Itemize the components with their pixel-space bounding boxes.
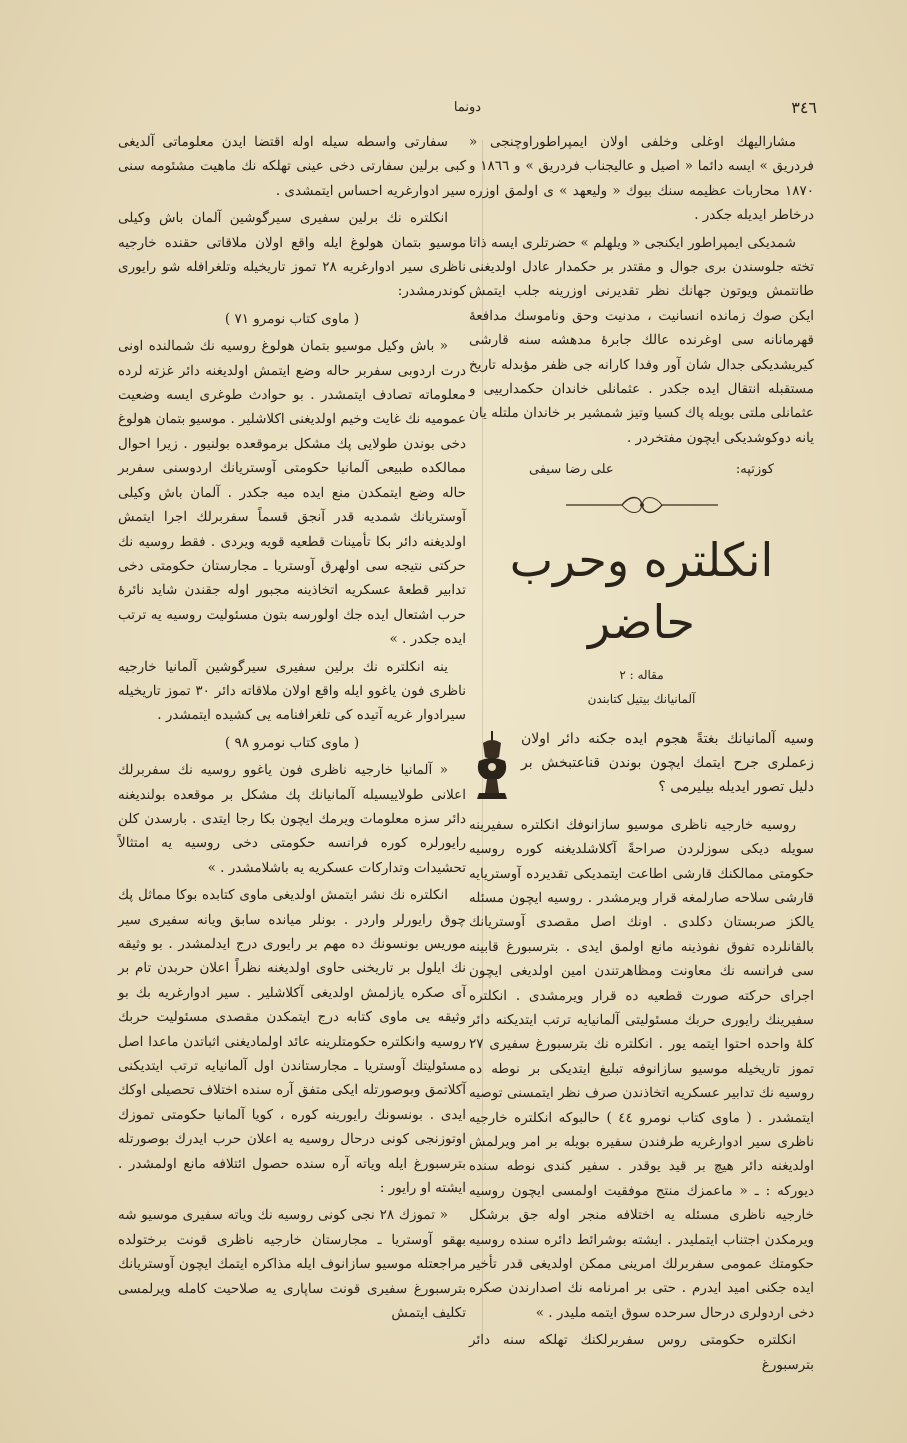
signature <box>529 458 774 482</box>
paragraph: شمديكى ايمپراطور ايكنجى « ويلهلم » حضرتلرى ايسه ذاتا تخته جلوسندن برى جوال و مقتدر بر حكمدار عادل اولديغنى طانتمش ويوتون جهانك نظر تقديرنى اوزرينه جلب ايتمش ايكن صوك زمانده انسانيت ، مدنيت وحق وناموسك مدافعهٔ قهرمانانه سى اوغرنده عالك جابرهٔ مدهشه سنه قارشى كيريشديكى جدال شان آور وفدا كارانه جى ظفر مؤبدله تاريخ مستقبله انتقال ايده جكدر . عثمانلى خاندان حكمدارييى و عثمانلى ملتى بويله پاك كسيا وتيز شمشير بر خاندان ملتله يان يانه دوكوشديكى ايچون مفتخردر . <box>469 234 814 446</box>
article-title: انكلتره وحرب حاضر <box>509 532 774 649</box>
oil-lamp-icon <box>469 727 515 807</box>
running-title: دونما <box>453 100 482 115</box>
right-column <box>469 130 814 1380</box>
paragraph: « تموزك ٢٨ نجى كونى روسيه نك وياته سفيرى موسيو شه بهقو آوستريا ـ مجارستان خارجيه ناظرى قونت برختولده مراجعتله موسيو سازانوف ايله مذاكره ايتمك ايچون آوستريانك بترسبورغ سفيرى قونت ساپارى يه صلاحيت كامله ويرلمسى تكليف ايتمش <box>118 1207 466 1322</box>
paragraph: « باش وكيل موسيو بتمان هولوغ روسيه نك شمالنده اونى درت اردوبى سفربر حاله وضع ايتمش اولديغنه دائر غزته لرده معلوماته تصادف ايتمشدر . بو حوادث طوغرى ايسه وضعيت عموميه نك غايت وخيم اولديغنى اكلاشلير . موسيو بتمان هولوغ دخى بوندن طولايى پك مشكل برموقعده بولنيور . زيرا احوال ممالكده طبيعى آلمانيا حكومتى آوستريانك اردوسنى سفربر حاله وضع ايتمكدن منع ايده ميه جكدر . آلمان باش وكيلى آوستريانك شمديه قدر آنجق قسماً سفربرلك اجرا ايتمش اولديغنه دائر بكا تأمينات قطعيه قويه ويردى . فقط روسيه نك حركتى نتيجه سى اولهرق آوستريا ـ مجارستان حكومتى دخى تدابير قطعهٔ عسكريه اتخاذينه مجبور اوله جقندن شايد نائرهٔ حرب اشتعال ايده جك اولورسه بتون مسئوليت روسيه يه ترتب ايده جكدر . » <box>118 338 466 648</box>
page-number: ٣٤٦ <box>791 98 817 117</box>
paragraph: ينه انكلتره نك برلين سفيرى سيرگوشين آلمانيا خارجيه ناظرى فون ياغوو ايله واقع اولان ملاقاته دائر ٣٠ تموز تاريخيله سيرادوار غريه آتيده كى تلغرافنامه يى كشيده ايتمشدر . <box>118 658 466 724</box>
signature-label: كوزتپه: <box>735 462 774 478</box>
paragraph: انكلتره حكومتى روس سفربرلكنك تهلكه سنه دائر بترسبورغ <box>469 1332 814 1373</box>
article-number: مقاله : ٢ <box>619 667 664 682</box>
paragraph: مشارالیهك اوغلى وخلفى اولان ايمپراطوراوچنجى « فردریق » ایسه دائما « اصیل و عالیجناب فردریق » و ١٨٦٦ و ١٨٧٠ محاربات عظیمه سنك بيوك « وليعهد » ى اولمق اوزره درخاطر ایديله جكدر . <box>469 134 815 224</box>
left-column <box>118 130 466 1329</box>
paragraph: سفارتى واسطه سيله اوله اقتضا ايدن معلوماتى آلديغى كبى برلين سفارتى دخى عينى تهلكه نك ماهيت مشئومه سنى سير ادوارغريه احساس ايتمشدى . <box>118 134 466 199</box>
intro-text: وسيه آلمانيانك بغتةً هجوم ايده جكنه دائر اولان زعملرى جرح ايتمك ايچون بوندن قناعتبخش بر دليل تصور ايديله بيليرمى ؟ <box>521 730 814 795</box>
paragraph: انكلتره نك نشر ايتمش اولديغى ماوى كتابده بوكا مماثل پك چوق رايورلر واردر . بونلر ميانده سابق ويانه سفيرى سير موريس بونسونك ده مهم بر رايورى درج ايدلمشدر . بو وثيقه نك ايلول بر تاريخنى حاوى اولديغنه نظراً اعلان حربدن تام بر آى صكره يازلمش اولديغى آكلاشلير . سير ادوارغريه بك بو وثيقه يى ماوى كتابه درج ايتمكدن مقصدى مسئوليت حربك روسيه وانكلتره حكومتلرينه عائد اولماديغنى اثباتدن ماعدا اصل مسئوليتك آوستريا ـ مجارستاندن اول آلمانيايه ترتب ايتديكنى آكلاتمق وبوصورتله ايكى متفق آره سنده اختلاف تحصيلى اوكك ايدى . بونسونك رايورينه كوره ، كويا آلمانيا حكومتى تموزك اوتوزنجى كونى درحال روسيه يه اعلان حرب ايدرك بوصورتله بترسبورغ ايله وياته آره سنده حصول ائتلافه مانع اولمشدر . ايشته او رايور : <box>118 887 466 1197</box>
paragraph: انكلتره نك برلين سفيرى سيرگوشين آلمان باش وكيلى موسيو بتمان هولوغ ايله واقع اولان ملاقاتى حقنده خارجيه ناظرى سير ادوارغريه ٢٨ تموز تاريخيله وتلغرافله شو رايورى كوندرمشدر: <box>118 210 466 300</box>
paragraph: روسيه خارجيه ناظرى موسيو سازانوفك انكلتره سفيرينه سويله ديكى سوزلردن صراحةً آكلاشلديغنه كوره روسيه حكومتى ممالكنك قارشى اطاعت ايتمديكى تقديرده آوستريايه قارشى سلاحه صارلمغه قرار ويرمشدر . روسيه ايچون مسئله يالكز صربستان دكلدى . اونك اصل مقصدى آوستريانك بالقانلرده تفوق نفوذينه مانع اولمق ايدى . بترسبورغ قابينه سى فرانسه نك معاونت ومظاهرتندن امين اولديغى ايچون اجراى حركته صورت قطعيه ده قرار ويرمشدى . انكلتره سفيرينك رايورى حربك مسئوليتى آلمانيايه ترتب ايتديكنه دائر كلهٔ واحده احتوا ايتمه يور . انكلتره نك بترسبورغ سفيرى ٢٧ تموز تاريخيله موسيو سازانوفه تبليغ ايتديكى بر نوطه ده روسيه نك تدابير عسكريه اتخاذندن صرف نظر ايتمسنى توصيه ايتمشدر . ( ماوى كتاب نومرو ٤٤ ) حالبوكه انكلتره خارجيه ناظرى سير ادوارغريه طرفندن سفيره بويله بر امر ويرلمش اولديغنه دائر هيچ بر قيد يوقدر . سفير كندى نوطه سنده ديوركه : ـ « ماعمزك منتج موفقيت اولمسى ايچون روسيه خارجيه ناظرى مسئله يه اختلافه منجر اوله جق برشكل ويرمكدن اجتناب ايتمليدر . ايشته بوشرائط دائره سنده روسيه حكومتك عمومى سفربرلك امرينى ممكن اولديغى قدر تأخير ايده جكنى اميد ايدرم . حتى بر امرنامه نك اصدارندن صكره دخى اردولرى درحال سرحده سوق ايتمه مليدر . » <box>469 816 814 1321</box>
paragraph: « آلمانيا خارجيه ناظرى فون ياغوو روسيه نك سفربرلك اعلانى طولاييسيله آلمانيانك پك مشكل بر موقعده بولنديغنه دائر سزه معلومات ويرمك ايچون بكا رجا ايتدى . بارسدن كلن رايورلره كوره فرانسه حكومتى دخى روسيه يه امتثالاً تحشيدات وتداركات عسكريه يه باشلامشدر . » <box>118 762 466 876</box>
article-subtitle: آلمانيانك بيتيل كتابندن <box>587 691 696 706</box>
page-header <box>118 98 817 128</box>
ornament-divider-icon <box>562 491 722 519</box>
reference: ( ماوى كتاب نومرو ٧١ ) <box>224 310 360 327</box>
reference: ( ماوى كتاب نومرو ٩٨ ) <box>224 734 360 751</box>
article-intro <box>469 727 814 807</box>
signature-name: على رضا سيفى <box>529 462 614 478</box>
